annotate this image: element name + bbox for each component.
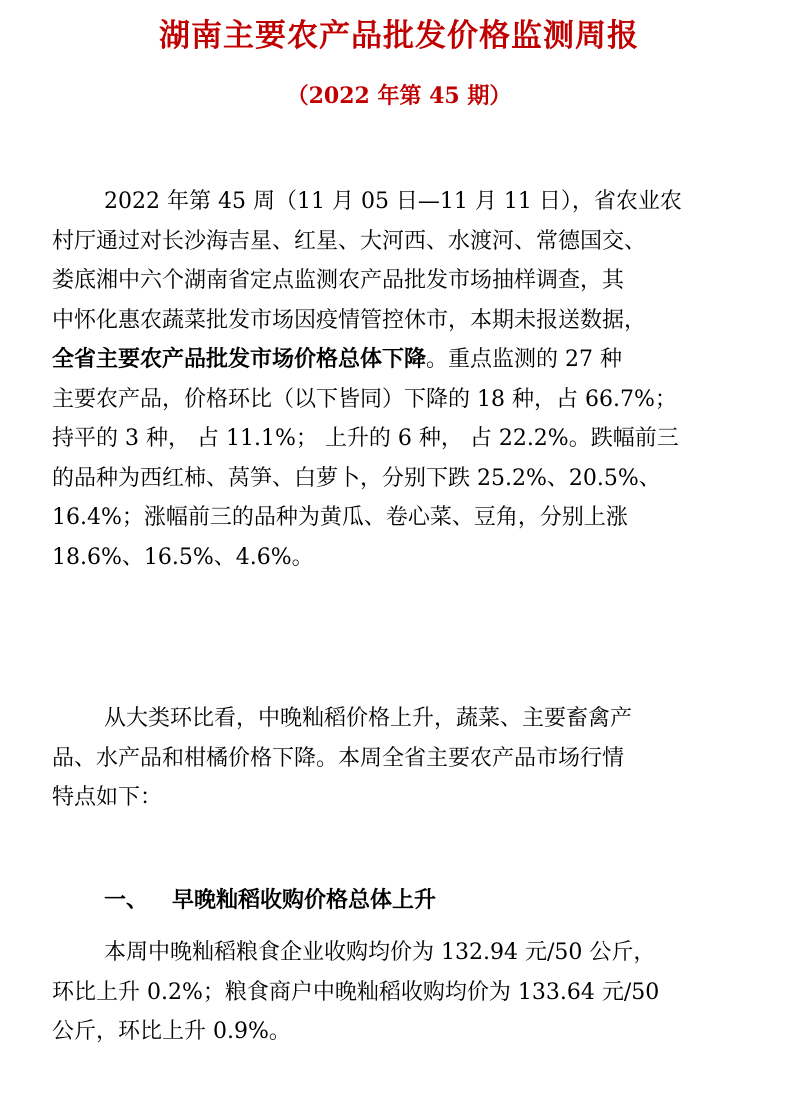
rice-price-paragraph <box>52 933 752 1052</box>
paragraph-line: 16.4%；涨幅前三的品种为黄瓜、卷心菜、豆角，分别上涨 <box>52 505 628 530</box>
section-title: 早晚籼稻收购价格总体上升 <box>172 888 437 913</box>
page-title: 湖南主要农产品批发价格监测周报 <box>159 18 639 54</box>
paragraph-line: 2022 年第 45 周（11 月 05 日—11 月 11 日），省农业农 <box>104 189 682 214</box>
paragraph-line: 主要农产品，价格环比（以下皆同）下降的 18 种，占 66.7%； <box>52 386 677 412</box>
section-heading <box>104 883 436 919</box>
paragraph-line: 18.6%、16.5%、4.6%。 <box>52 544 314 570</box>
issue-number: （2022 年第 45 期） <box>286 83 512 109</box>
category-paragraph <box>52 699 752 818</box>
paragraph-line: 本周中晚籼稻粮食企业收购均价为 132.94 元/50 公斤， <box>104 940 656 965</box>
section-number: 一、 <box>104 888 149 913</box>
key-finding-text: 全省主要农产品批发市场价格总体下降 <box>52 346 427 372</box>
paragraph-line: 环比上升 0.2%；粮食商户中晚籼稻收购均价为 133.64 元/50 <box>52 979 660 1005</box>
paragraph-line: 持平的 3 种， 占 11.1%； 上升的 6 种， 占 22.2%。跌幅前三 <box>52 426 679 451</box>
paragraph-line: 品、水产品和柑橘价格下降。本周全省主要农产品市场行情 <box>52 745 625 771</box>
paragraph-text: 。重点监测的 27 种 <box>426 347 622 372</box>
paragraph-line <box>52 340 752 380</box>
paragraph-line: 从大类环比看，中晚籼稻价格上升，蔬菜、主要畜禽产 <box>104 706 633 731</box>
paragraph-line: 特点如下： <box>52 785 163 810</box>
paragraph-line: 村厅通过对长沙海吉星、红星、大河西、水渡河、常德国交、 <box>52 228 647 254</box>
paragraph-line: 娄底湘中六个湖南省定点监测农产品批发市场抽样调查，其 <box>52 268 625 293</box>
paragraph-line: 的品种为西红柿、莴笋、白萝卜，分别下跌 25.2%、20.5%、 <box>52 465 661 491</box>
paragraph-line: 公斤，环比上升 0.9%。 <box>52 1019 291 1044</box>
paragraph-line: 中怀化惠农蔬菜批发市场因疫情管控休市，本期未报送数据， <box>52 307 647 333</box>
summary-paragraph <box>52 182 752 577</box>
